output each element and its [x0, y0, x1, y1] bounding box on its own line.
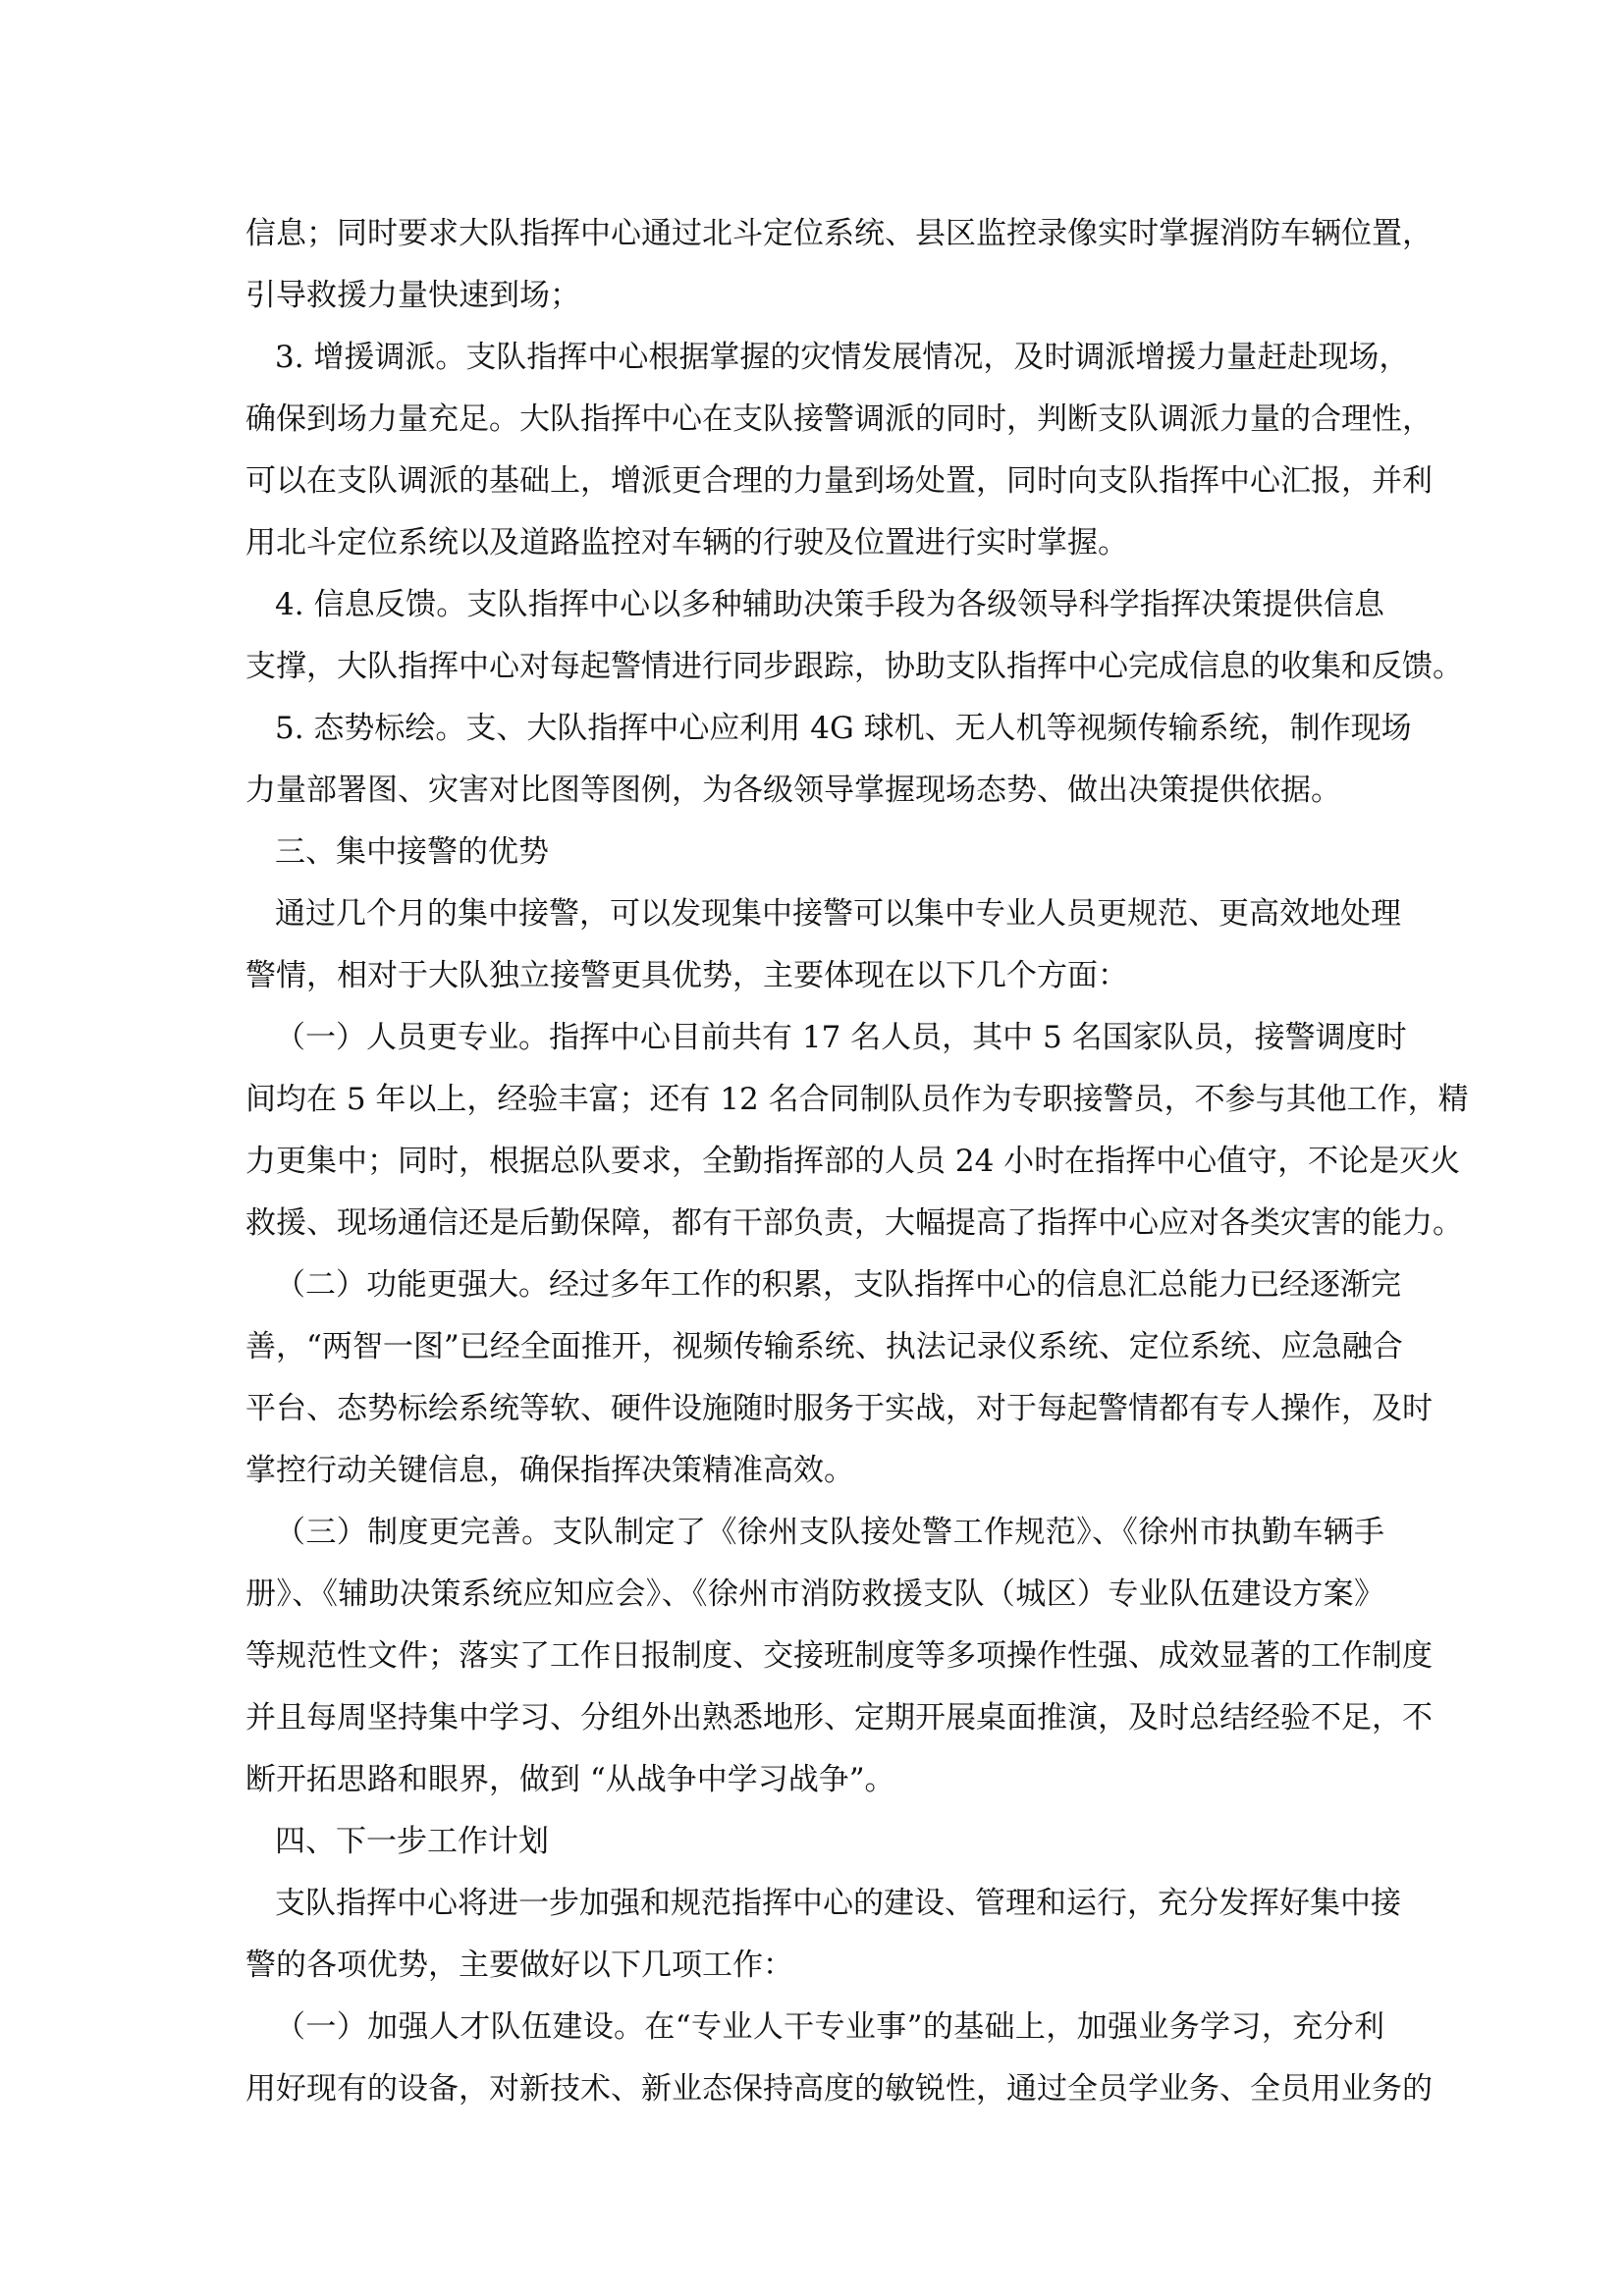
paragraph: [245, 883, 1401, 1007]
text-line: 4. 信息反馈。支队指挥中心以多种辅助决策手段为各级领导科学指挥决策提供信息: [275, 587, 1384, 622]
text-line: 善，“两智一图”已经全面推开，视频传输系统、执法记录仪系统、定位系统、应急融合: [245, 1329, 1403, 1364]
paragraph: [245, 1811, 1384, 1873]
paragraph: [245, 327, 1433, 574]
paragraph: [245, 1502, 1433, 1811]
text-line: 平台、态势标绘系统等软、硬件设施随时服务于实战，对于每起警情都有专人操作，及时: [245, 1391, 1433, 1426]
text-line: 警的各项优势，主要做好以下几项工作：: [245, 1948, 793, 1983]
paragraph: [245, 822, 1384, 883]
text-line: 掌控行动关键信息，确保指挥决策精准高效。: [245, 1453, 854, 1488]
text-line: 5. 态势标绘。支、大队指挥中心应利用 4G 球机、无人机等视频传输系统，制作现场: [275, 711, 1412, 746]
paragraph: [245, 698, 1412, 822]
text-line: 等规范性文件；落实了工作日报制度、交接班制度等多项操作性强、成效显著的工作制度: [245, 1638, 1433, 1674]
text-line: 三、集中接警的优势: [275, 834, 549, 870]
text-line: 四、下一步工作计划: [275, 1824, 549, 1859]
text-line: 断开拓思路和眼界，做到 “从战争中学习战争”。: [245, 1762, 895, 1797]
paragraph: [245, 574, 1463, 698]
text-line: 力更集中；同时，根据总队要求，全勤指挥部的人员 24 小时在指挥中心值守，不论是灭火: [245, 1144, 1461, 1179]
paragraph: [245, 203, 1433, 327]
text-line: 确保到场力量充足。大队指挥中心在支队接警调派的同时，判断支队调派力量的合理性，: [245, 401, 1433, 437]
paragraph: [245, 1007, 1469, 1255]
paragraph: [245, 1873, 1401, 1997]
text-line: （二）功能更强大。经过多年工作的积累，支队指挥中心的信息汇总能力已经逐渐完: [275, 1267, 1401, 1303]
text-line: 间均在 5 年以上，经验丰富；还有 12 名合同制队员作为专职接警员，不参与其他工作，精: [245, 1082, 1469, 1117]
text-line: （一）人员更专业。指挥中心目前共有 17 名人员，其中 5 名国家队员，接警调度时: [275, 1020, 1407, 1055]
text-line: 并且每周坚持集中学习、分组外出熟悉地形、定期开展桌面推演，及时总结经验不足，不: [245, 1700, 1433, 1735]
text-line: 警情，相对于大队独立接警更具优势，主要体现在以下几个方面：: [245, 958, 1128, 993]
text-line: 3. 增援调派。支队指挥中心根据掌握的灾情发展情况，及时调派增援力量赶赴现场，: [275, 340, 1410, 375]
text-line: 用北斗定位系统以及道路监控对车辆的行驶及位置进行实时掌握。: [245, 525, 1128, 561]
text-line: 通过几个月的集中接警，可以发现集中接警可以集中专业人员更规范、更高效地处理: [275, 896, 1401, 932]
text-line: （一）加强人才队伍建设。在“专业人干专业事”的基础上，加强业务学习，充分利: [275, 2009, 1384, 2045]
text-line: 支队指挥中心将进一步加强和规范指挥中心的建设、管理和运行，充分发挥好集中接: [275, 1886, 1401, 1921]
paragraph: [245, 1255, 1433, 1502]
text-line: 救援、现场通信还是后勤保障，都有干部负责，大幅提高了指挥中心应对各类灾害的能力。: [245, 1205, 1463, 1241]
document-page: [245, 203, 1469, 2120]
text-line: 册》、《辅助决策系统应知应会》、《徐州市消防救援支队（城区）专业队伍建设方案》: [245, 1576, 1384, 1612]
text-line: 支撑，大队指挥中心对每起警情进行同步跟踪，协助支队指挥中心完成信息的收集和反馈。: [245, 649, 1463, 684]
text-line: 用好现有的设备，对新技术、新业态保持高度的敏锐性，通过全员学业务、全员用业务的: [245, 2071, 1433, 2107]
text-line: 可以在支队调派的基础上，增派更合理的力量到场处置，同时向支队指挥中心汇报，并利: [245, 463, 1433, 499]
paragraph: [245, 1997, 1433, 2120]
text-line: 引导救援力量快速到场；: [245, 278, 580, 313]
text-line: （三）制度更完善。支队制定了《徐州支队接处警工作规范》、《徐州市执勤车辆手: [275, 1515, 1384, 1550]
text-line: 信息；同时要求大队指挥中心通过北斗定位系统、县区监控录像实时掌握消防车辆位置，: [245, 216, 1433, 251]
text-line: 力量部署图、灾害对比图等图例，为各级领导掌握现场态势、做出决策提供依据。: [245, 773, 1341, 808]
